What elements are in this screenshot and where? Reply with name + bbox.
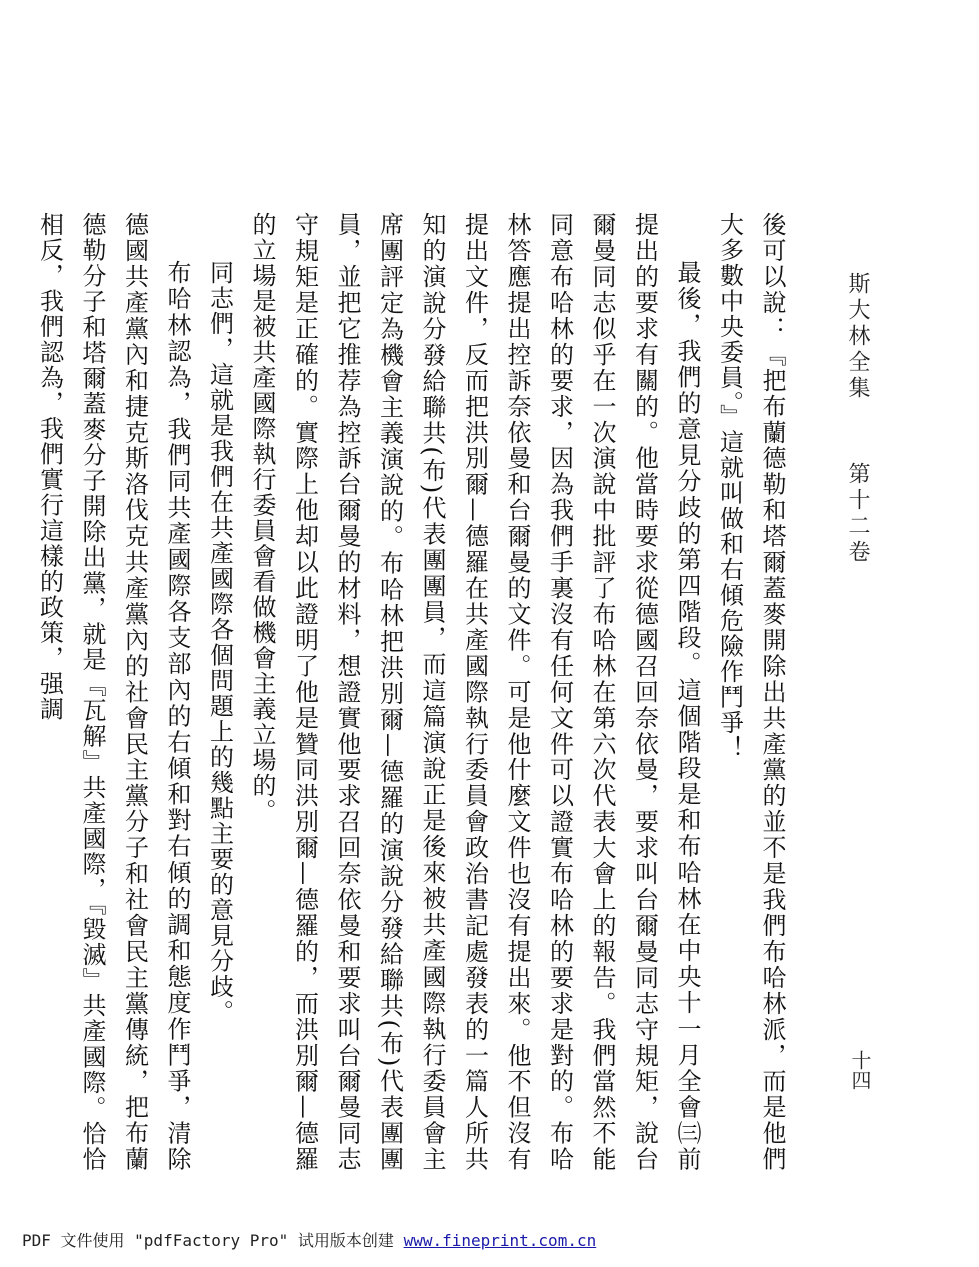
footer-link[interactable]: www.fineprint.com.cn xyxy=(403,1231,597,1250)
main-text xyxy=(35,212,793,1172)
volume-label: 第十二卷 xyxy=(845,462,870,566)
paragraph: 後可以說：『把布蘭德勒和塔爾蓋麥開除出共產黨的並不是我們布哈林派，而是他們大多數中央委員。』這就叫做和右傾危險作鬥爭！ xyxy=(715,212,786,1172)
footer-text: PDF 文件使用 "pdfFactory Pro" 试用版本创建 xyxy=(22,1231,404,1250)
paragraph: 布哈林認為，我們同共產國際各支部內的右傾和對右傾的調和態度作鬥爭，清除德國共產黨內和捷克斯洛伐克共產黨內的社會民主黨分子和社會民主黨傳統，把布蘭德勒分子和塔爾蓋麥分子開除出黨，就是『瓦解』共產國際，『毀滅』共產國際。恰恰相反，我們認為，我們實行這樣的政策，强調 xyxy=(35,212,191,1172)
paragraph: 同志們，這就是我們在共產國際各個問題上的幾點主要的意見分歧。 xyxy=(205,260,234,1025)
book-title: 斯大林全集 xyxy=(845,272,870,402)
page-number: 十四 xyxy=(848,1050,872,1090)
pdf-footer xyxy=(22,1228,596,1251)
paragraph: 最後，我們的意見分歧的第四階段。這個階段是和布哈林在中央十一月全會㈢前提出的要求有關的。他當時要求從德國召回奈依曼，要求叫台爾曼同志守規矩，說台爾曼同志似乎在一次演說中批評了布哈林在第六次代表大會上的報告。我們當然不能同意布哈林的要求，因為我們手裏沒有任何文件可以證實布哈林的要求是對的。布哈林答應提出控訴奈依曼和台爾曼的文件。可是他什麼文件也沒有提出來。他不但沒有提出文件，反而把洪別爾—德羅在共產國際執行委員會政治書記處發表的一篇人所共知的演說分發給聯共(布)代表團團員，而這篇演說正是後來被共產國際執行委員會主席團評定為機會主義演說的。布哈林把洪別爾—德羅的演說分發給聯共(布)代表團團員，並把它推荐為控訴台爾曼的材料，想證實他要求召回奈依曼和要求叫台爾曼同志守規矩是正確的。實際上他却以此證明了他是贊同洪別爾—德羅的，而洪別爾—德羅的立場是被共產國際執行委員會看做機會主義立場的。 xyxy=(248,212,701,1172)
running-header xyxy=(842,272,873,1072)
